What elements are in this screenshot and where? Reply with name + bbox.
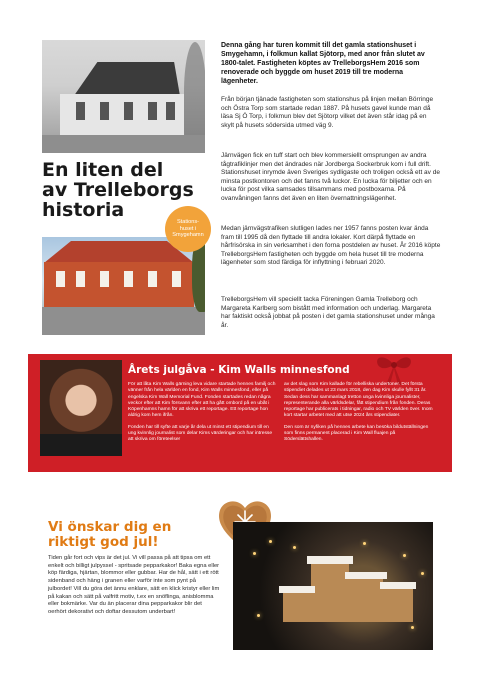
new-station-photo bbox=[42, 237, 205, 335]
body-paragraph-4: TrelleborgsHem vill speciellt tacka Föreningen Gamla Trelleborg och Margareta Karlberg som bistått med information och underlag. Margareta har faktiskt också jobbat på posten i det gamla stationshuset under många år. bbox=[221, 296, 435, 329]
christmas-title bbox=[48, 520, 218, 550]
lead-paragraph: Denna gång har turen kommit till det gamla stationshuset i Smygehamn, i folkmun kallat Sjötorp, med anor från slutet av 1800-talet. Fastigheten köptes av TrelleborgsHem 2016 som renoverade och byggde om huset 2019 till tre moderna lägenheter. bbox=[221, 42, 425, 85]
gingerbread-house-photo bbox=[233, 522, 433, 650]
article-body-4 bbox=[221, 296, 441, 330]
christmas-text: Tiden går fort och vips är det jul. Vi vill passa på att tipsa om ett enkelt och billigt julpyssel - spritsade pepparkakor! Baka egna eller köp färdiga, hjärtan, blommor eller gubbar. Har de hål, sätt i ett rött sidenband och häng i granen eller varför inte som pynt på julbordet! Vill du göra det ännu enklare, sätt en klick kristyr eller lim på kakan och sätt på valfritt motiv, t.ex en snöflinga, anisblomma eller bokmärke. Var du än placerar dina pepparkakor blir det oerhört dekorativt och doftar dessutom underbart! bbox=[48, 555, 220, 615]
badge-line-3: Smygehamn bbox=[172, 232, 204, 239]
title-line-2: av Trelleborgs bbox=[42, 179, 194, 201]
julgava-title: Årets julgåva - Kim Walls minnesfond bbox=[128, 364, 350, 376]
title-line-1: En liten del bbox=[42, 159, 164, 181]
badge-line-1: Stations- bbox=[176, 218, 200, 225]
christmas-title-line-1: Vi önskar dig en bbox=[48, 519, 172, 535]
body-paragraph-2: Järnvägen fick en tuff start och blev kommersiellt omsprungen av andra tågtrafiklinjer men det ändrades när Jordberga Sockerbruk kom i full drift. Stationshuset inrymde även Sveriges sydligaste och troligen också ett av de minsta postkontoren och det fanns två luckor. En lucka för biljetter och en lucka för post vilka samsades tillsammans med postboxarna. På ovanvåningen fanns det även en liten övernattningslägenhet. bbox=[221, 152, 440, 202]
christmas-title-line-2: riktigt god jul! bbox=[48, 534, 159, 550]
body-paragraph-3: Medan järnvägstrafiken slutligen lades ner 1957 fanns posten kvar ända fram till 1995 då den flyttade till andra lokaler. Kort därpå flyttade en hårfrisörska in sin verksamhet i den forna postdelen av huset. År 2016 köpte TrelleborgsHem fastigheten och byggde om hela huset till tre moderna lägenheter som stod färdiga för inflyttning i februari 2020. bbox=[221, 225, 441, 267]
badge-line-2: huset i bbox=[179, 225, 197, 232]
old-station-photo bbox=[42, 40, 205, 153]
julgava-col1-para2: Fonden har till syfte att varje år dela ut minst ett stipendium till en ung kvinnlig journalist som delar Kims värderingar och har intresse att skriva om företeelser bbox=[128, 424, 273, 443]
location-badge bbox=[165, 206, 211, 252]
article-lead bbox=[221, 41, 441, 86]
julgava-column-1 bbox=[128, 382, 278, 449]
julgava-col1-para1: För att låta Kim Walls gärning leva vidare startade hennes familj och vänner från hela världen en fond, Kim Walls minnesfond, eller på engelska Kim Wall Memorial Fund. Fonden startades redan några veckor efter att Kim försvann efter att ha gått ombord på en ubåt i Köpenhamns hamn för att skriva ett reportage. Ett reportage hon aldrig kom hem ifrån. bbox=[128, 382, 276, 419]
article-body-2 bbox=[221, 152, 441, 204]
body-paragraph-1: Från början tjänade fastigheten som stationshus på linjen mellan Börringe och Östra Torp som startade redan 1887. På husets gavel kunde man då läsa Sj Ö Torp, i folkmun blev det Sjötorp vilket det även står idag på en skylt på husets södersida utmed väg 9. bbox=[221, 96, 434, 129]
article-body-1 bbox=[221, 96, 441, 130]
title-line-3: historia bbox=[42, 199, 125, 221]
julgava-col2-para1: av det slag som Kim kallade för rebelliska undertoner. Det första stipendiet delades ut 23 mars 2018, den dag Kim skulle fyllt 31 år. Sedan dess har sammanlagt tretton unga kvinnliga journalister, representerande alla världsdelar, fått stipendium från fonden. Deras reportage har publicerats i tidningar, radio och TV världen över. Inom kort startar arbetet med att utse 2024 års stipendiater. bbox=[284, 382, 433, 419]
julgava-col2-para2: Den som är nyfiken på hennes arbete kan besöka bildutställningen som finns permanent placerad i Kim Wall fluajen på Söderslättshallen. bbox=[284, 424, 429, 443]
julgava-column-2 bbox=[284, 382, 434, 449]
kim-wall-portrait bbox=[40, 360, 122, 456]
article-body-3 bbox=[221, 225, 441, 268]
